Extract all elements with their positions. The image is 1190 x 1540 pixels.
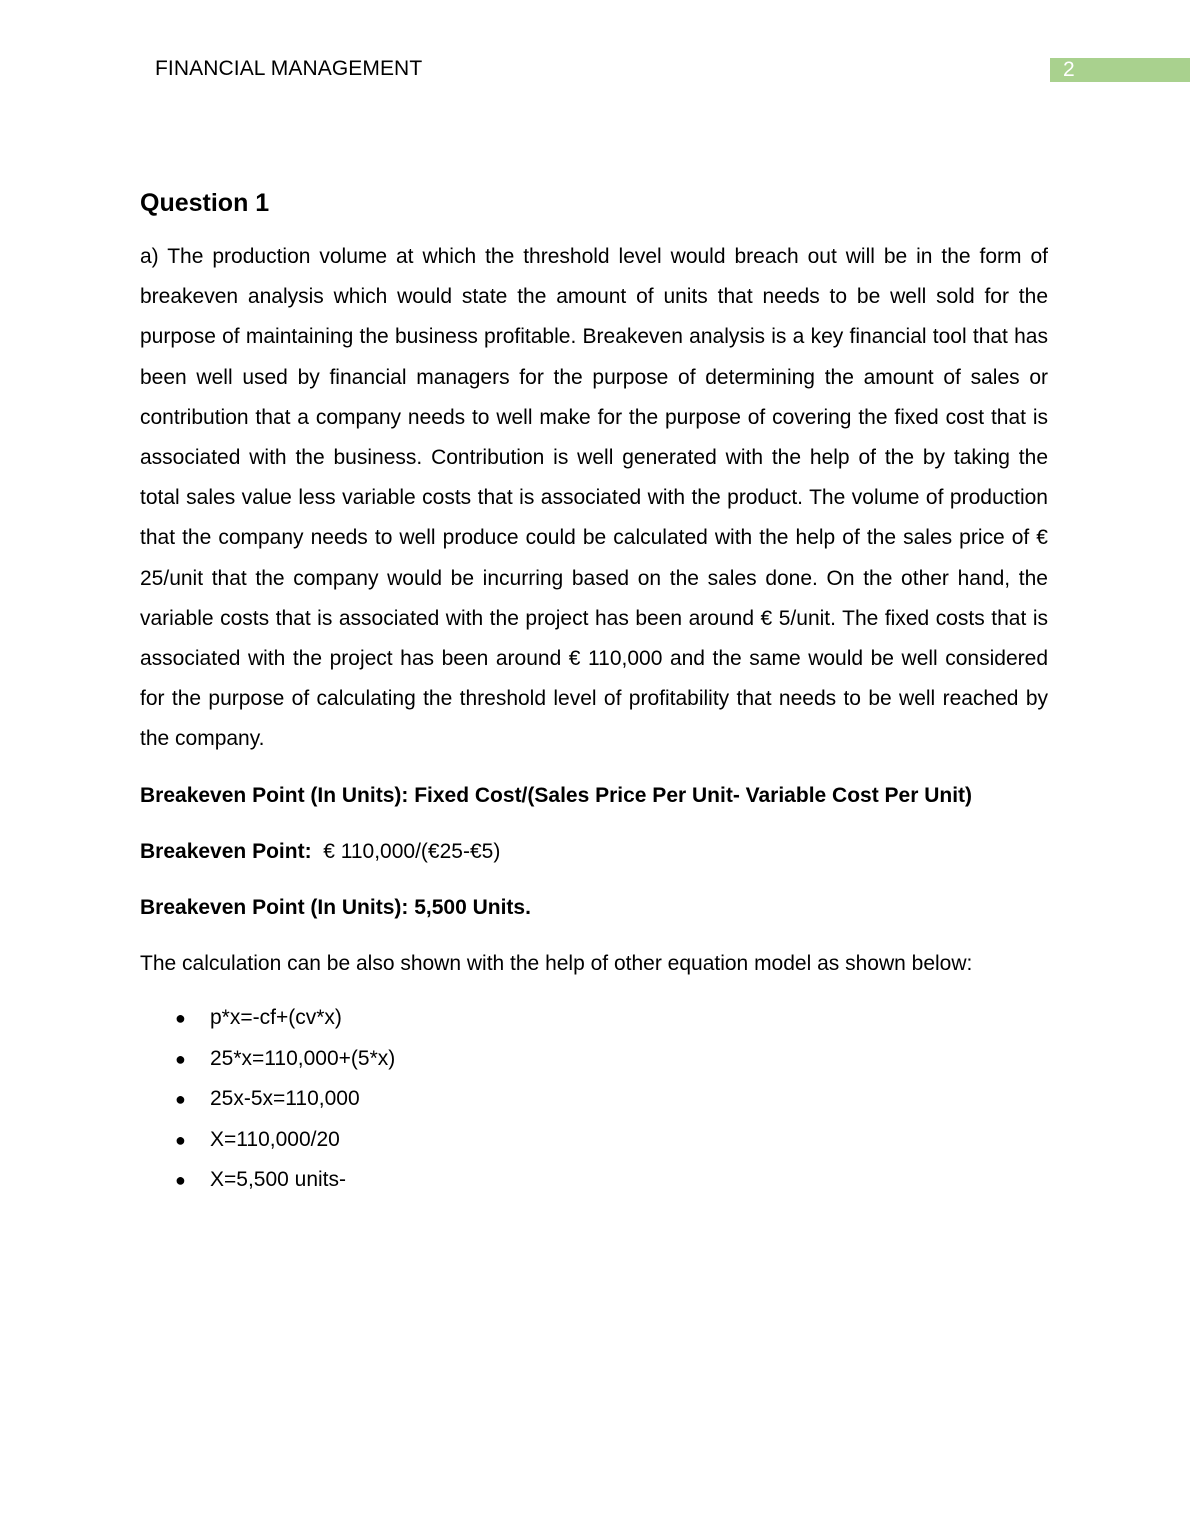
header-title: FINANCIAL MANAGEMENT — [155, 57, 423, 80]
list-item — [140, 1160, 1048, 1200]
page-number: 2 — [1063, 58, 1075, 81]
bullet-icon: ● — [175, 1089, 186, 1110]
page-number-bar — [1050, 58, 1190, 82]
bullet-icon: ● — [175, 1048, 186, 1069]
equation-text: p*x=-cf+(cv*x) — [210, 1006, 342, 1030]
equation-intro: The calculation can be also shown with the help of other equation model as shown below: — [140, 952, 973, 976]
paragraph-a: a) The production volume at which the threshold level would breach out will be in the form of breakeven analysis which would state the amount of units that needs to be well sold for the purpose of maintaining the business profitable. Breakeven analysis is a key financial tool that has been well used by financial managers for the purpose of determining the amount of sales or contribution that a company needs to well make for the purpose of covering the fixed cost that is associated with the business. Contribution is well generated with the help of the by taking the total sales value less variable costs that is associated with the product. The volume of production that the company needs to well produce could be calculated with the help of the sales price of € 25/unit that the company would be incurring based on the sales done. On the other hand, the variable costs that is associated with the project has been around € 5/unit. The fixed costs that is associated with the project has been around € 110,000 and the same would be well considered for the purpose of calculating the threshold level of profitability that needs to be well reached by the company. — [140, 245, 1048, 751]
formula-label: Breakeven Point: — [140, 839, 312, 863]
equation-text: X=110,000/20 — [210, 1127, 340, 1151]
list-item — [140, 1079, 1048, 1119]
formula-value: € 110,000/(€25-€5) — [323, 839, 501, 863]
formula-substitution — [140, 832, 1048, 872]
list-item — [140, 1120, 1048, 1160]
formula-result: Breakeven Point (In Units): 5,500 Units. — [140, 896, 531, 920]
equation-text: 25x-5x=110,000 — [210, 1087, 360, 1111]
document-body — [140, 183, 1048, 1200]
bullet-icon: ● — [175, 1129, 186, 1150]
question-heading: Question 1 — [140, 189, 270, 217]
equation-text: 25*x=110,000+(5*x) — [210, 1046, 396, 1070]
formula-definition: Breakeven Point (In Units): Fixed Cost/(Sales Price Per Unit- Variable Cost Per Unit) — [140, 783, 973, 807]
list-item — [140, 998, 1048, 1038]
bullet-icon: ● — [175, 1008, 186, 1029]
bullet-icon: ● — [175, 1170, 186, 1191]
equation-list — [140, 998, 1048, 1200]
equation-text: X=5,500 units- — [210, 1168, 347, 1192]
list-item — [140, 1039, 1048, 1079]
